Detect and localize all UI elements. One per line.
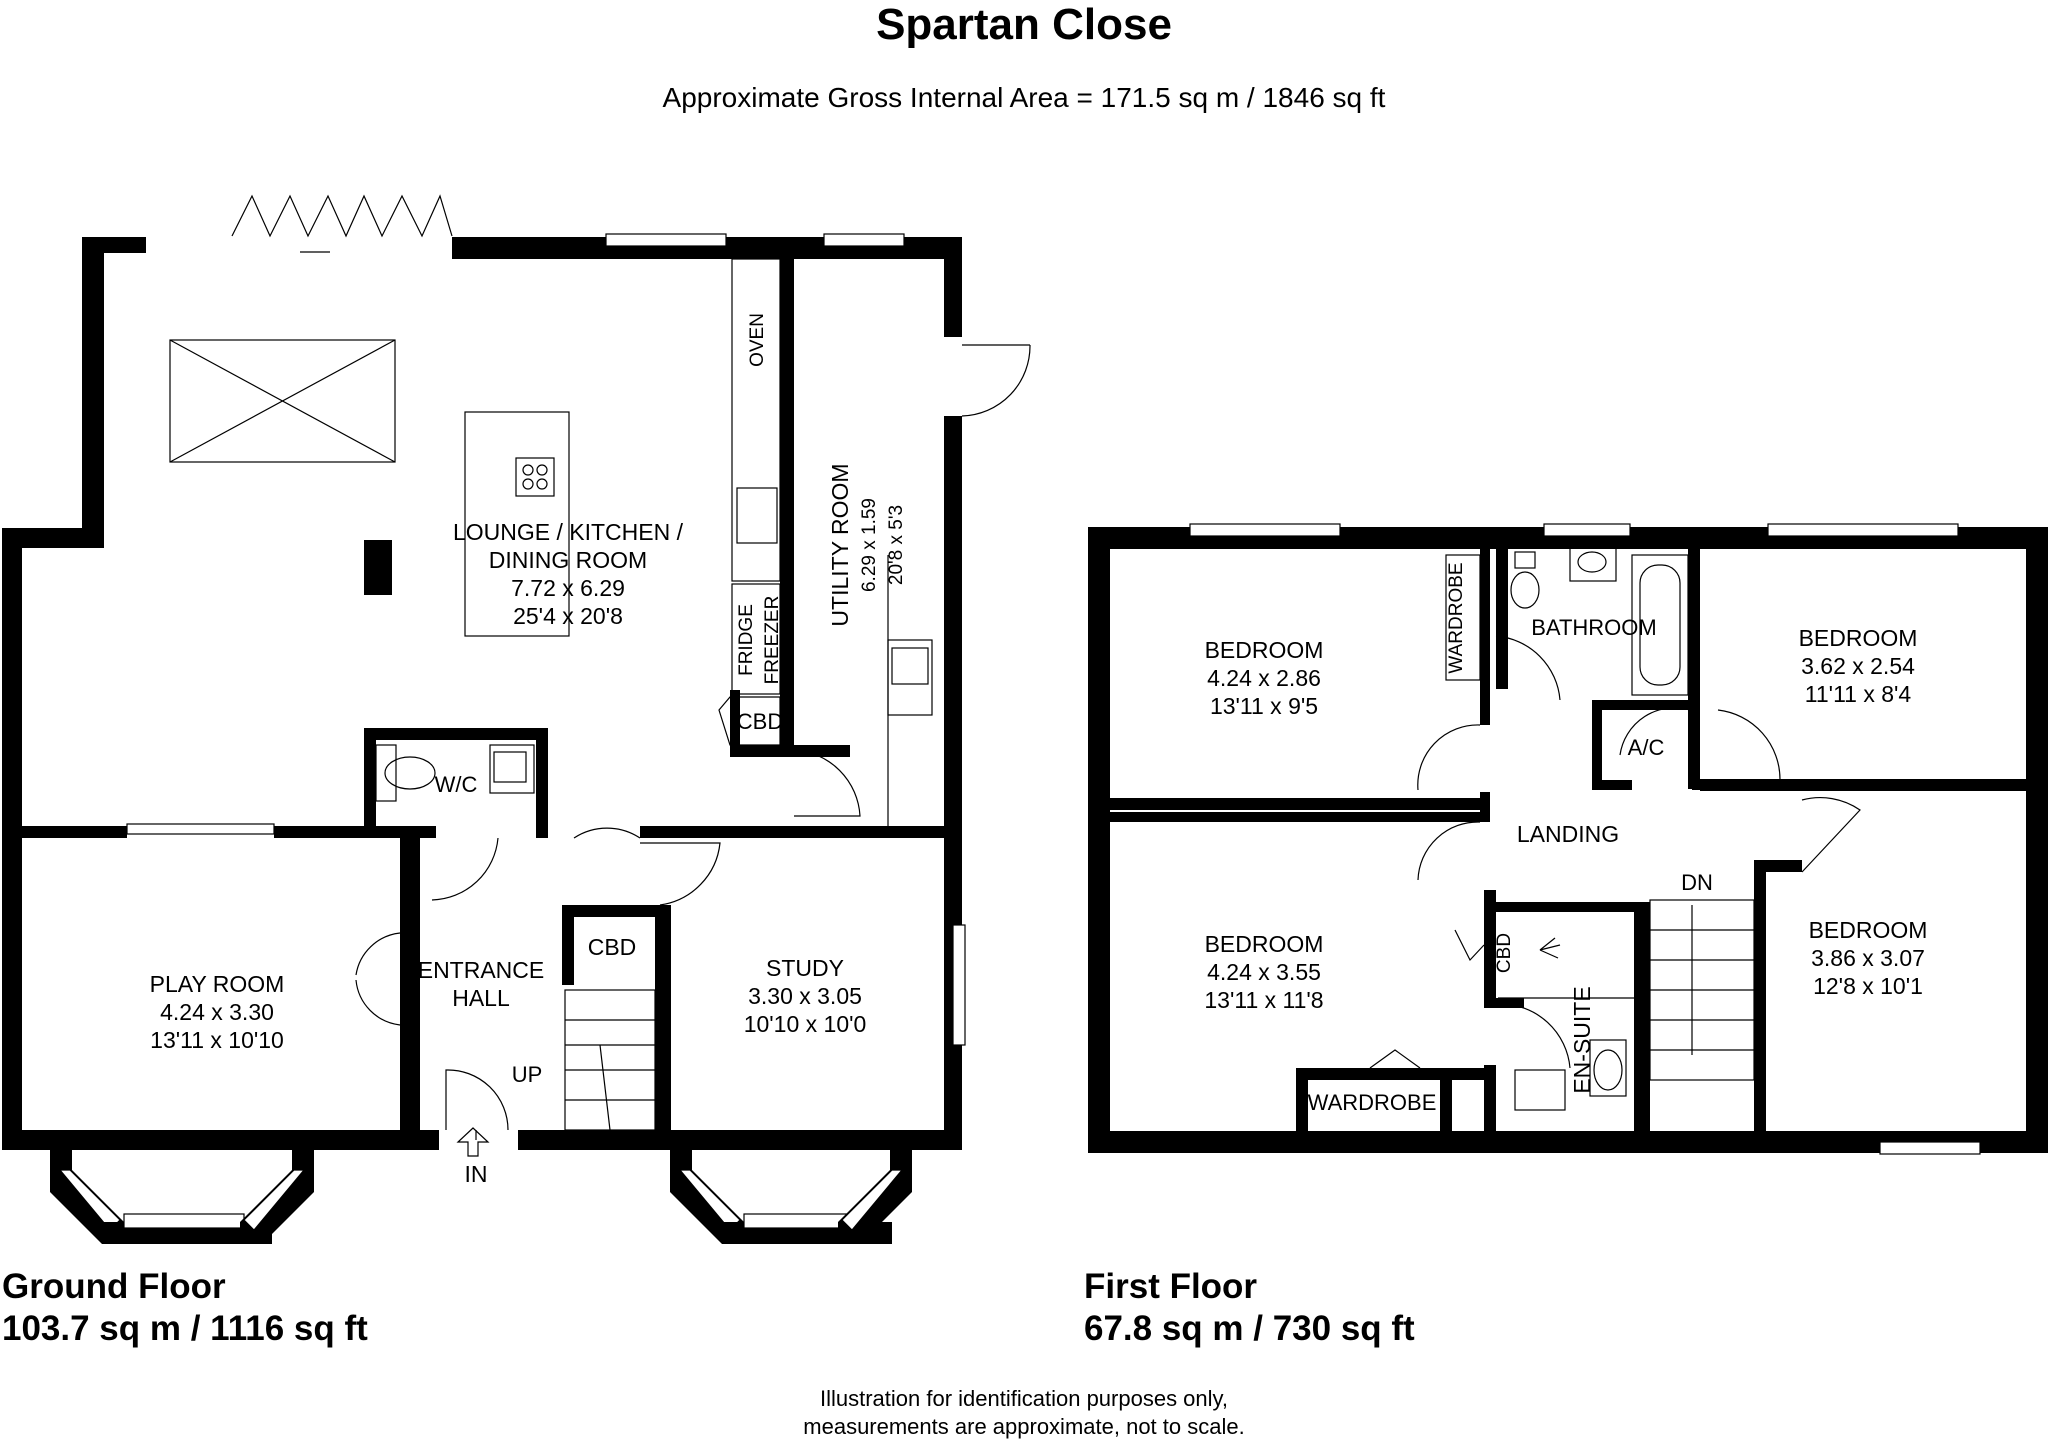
bedroom2-metric: 3.62 x 2.54 — [1801, 653, 1915, 679]
bedroom4-imperial: 12'8 x 10'1 — [1813, 973, 1923, 999]
utility-metric: 6.29 x 1.59 — [859, 497, 880, 593]
landing-label: LANDING — [1516, 821, 1620, 847]
disclaimer-line1: Illustration for identification purposes only, — [819, 1386, 1229, 1411]
stairs-down-label: DN — [1681, 870, 1713, 895]
study-imperial: 10'10 x 10'0 — [743, 1011, 867, 1037]
ground-floor-heading — [2, 1266, 368, 1350]
landing-cbd-label: CBD — [1494, 932, 1515, 974]
lounge-metric: 7.72 x 6.29 — [511, 575, 625, 601]
bedroom1-name: BEDROOM — [1204, 637, 1324, 663]
play-room-imperial: 13'11 x 10'10 — [150, 1027, 284, 1053]
first-floor-area: 67.8 sq m / 730 sq ft — [1084, 1309, 1415, 1348]
bedroom3-imperial: 13'11 x 11'8 — [1204, 987, 1324, 1013]
bedroom4-name: BEDROOM — [1808, 917, 1928, 943]
hall-name-line1: ENTRANCE — [417, 957, 545, 983]
ensuite-label: EN-SUITE — [1569, 986, 1595, 1094]
fridge-label: FRIDGE — [736, 604, 757, 676]
study-metric: 3.30 x 3.05 — [748, 983, 862, 1009]
bedroom1-metric: 4.24 x 2.86 — [1207, 665, 1321, 691]
disclaimer-line2: measurements are approximate, not to scale. — [803, 1414, 1245, 1439]
ac-cupboard-label: A/C — [1627, 735, 1665, 760]
bedroom4-metric: 3.86 x 3.07 — [1811, 945, 1925, 971]
kitchen-cbd-label: CBD — [736, 709, 784, 734]
first-floor-room-labels — [1204, 562, 1927, 1115]
hall-cbd-label: CBD — [587, 934, 637, 960]
utility-name: UTILITY ROOM — [827, 463, 853, 627]
bedroom1-imperial: 13'11 x 9'5 — [1209, 693, 1319, 719]
first-floor-plan — [1088, 524, 2048, 1154]
stairs-up-label: UP — [511, 1062, 543, 1087]
bedroom2-name: BEDROOM — [1798, 625, 1918, 651]
study-name: STUDY — [766, 955, 844, 981]
wc-label: W/C — [434, 772, 478, 797]
plan-title: Spartan Close — [876, 0, 1172, 49]
bedroom3-metric: 4.24 x 3.55 — [1207, 959, 1321, 985]
oven-label: OVEN — [747, 313, 768, 367]
ground-floor-area: 103.7 sq m / 1116 sq ft — [2, 1309, 368, 1348]
ground-floor-plan — [2, 196, 1030, 1244]
hall-name-line2: HALL — [452, 985, 510, 1011]
ground-floor-label: Ground Floor — [2, 1267, 226, 1306]
entrance-in-label: IN — [464, 1161, 488, 1187]
lounge-name-line2: DINING ROOM — [488, 547, 648, 573]
wardrobe-horizontal-label: WARDROBE — [1307, 1090, 1437, 1115]
utility-imperial: 20'8 x 5'3 — [886, 504, 907, 586]
play-room-name: PLAY ROOM — [149, 971, 285, 997]
freezer-label: FREEZER — [762, 595, 783, 685]
lounge-name-line1: LOUNGE / KITCHEN / — [452, 519, 684, 545]
first-floor-label: First Floor — [1084, 1267, 1258, 1306]
lounge-imperial: 25'4 x 20'8 — [513, 603, 623, 629]
wardrobe-vertical-label: WARDROBE — [1446, 562, 1467, 674]
disclaimer — [0, 1385, 2048, 1441]
bedroom2-imperial: 11'11 x 8'4 — [1804, 681, 1912, 707]
play-room-metric: 4.24 x 3.30 — [160, 999, 274, 1025]
bathroom-label: BATHROOM — [1531, 615, 1657, 640]
bedroom3-name: BEDROOM — [1204, 931, 1324, 957]
first-floor-heading — [1084, 1266, 1415, 1350]
gross-area-subtitle: Approximate Gross Internal Area = 171.5 sq m / 1846 sq ft — [662, 82, 1386, 113]
